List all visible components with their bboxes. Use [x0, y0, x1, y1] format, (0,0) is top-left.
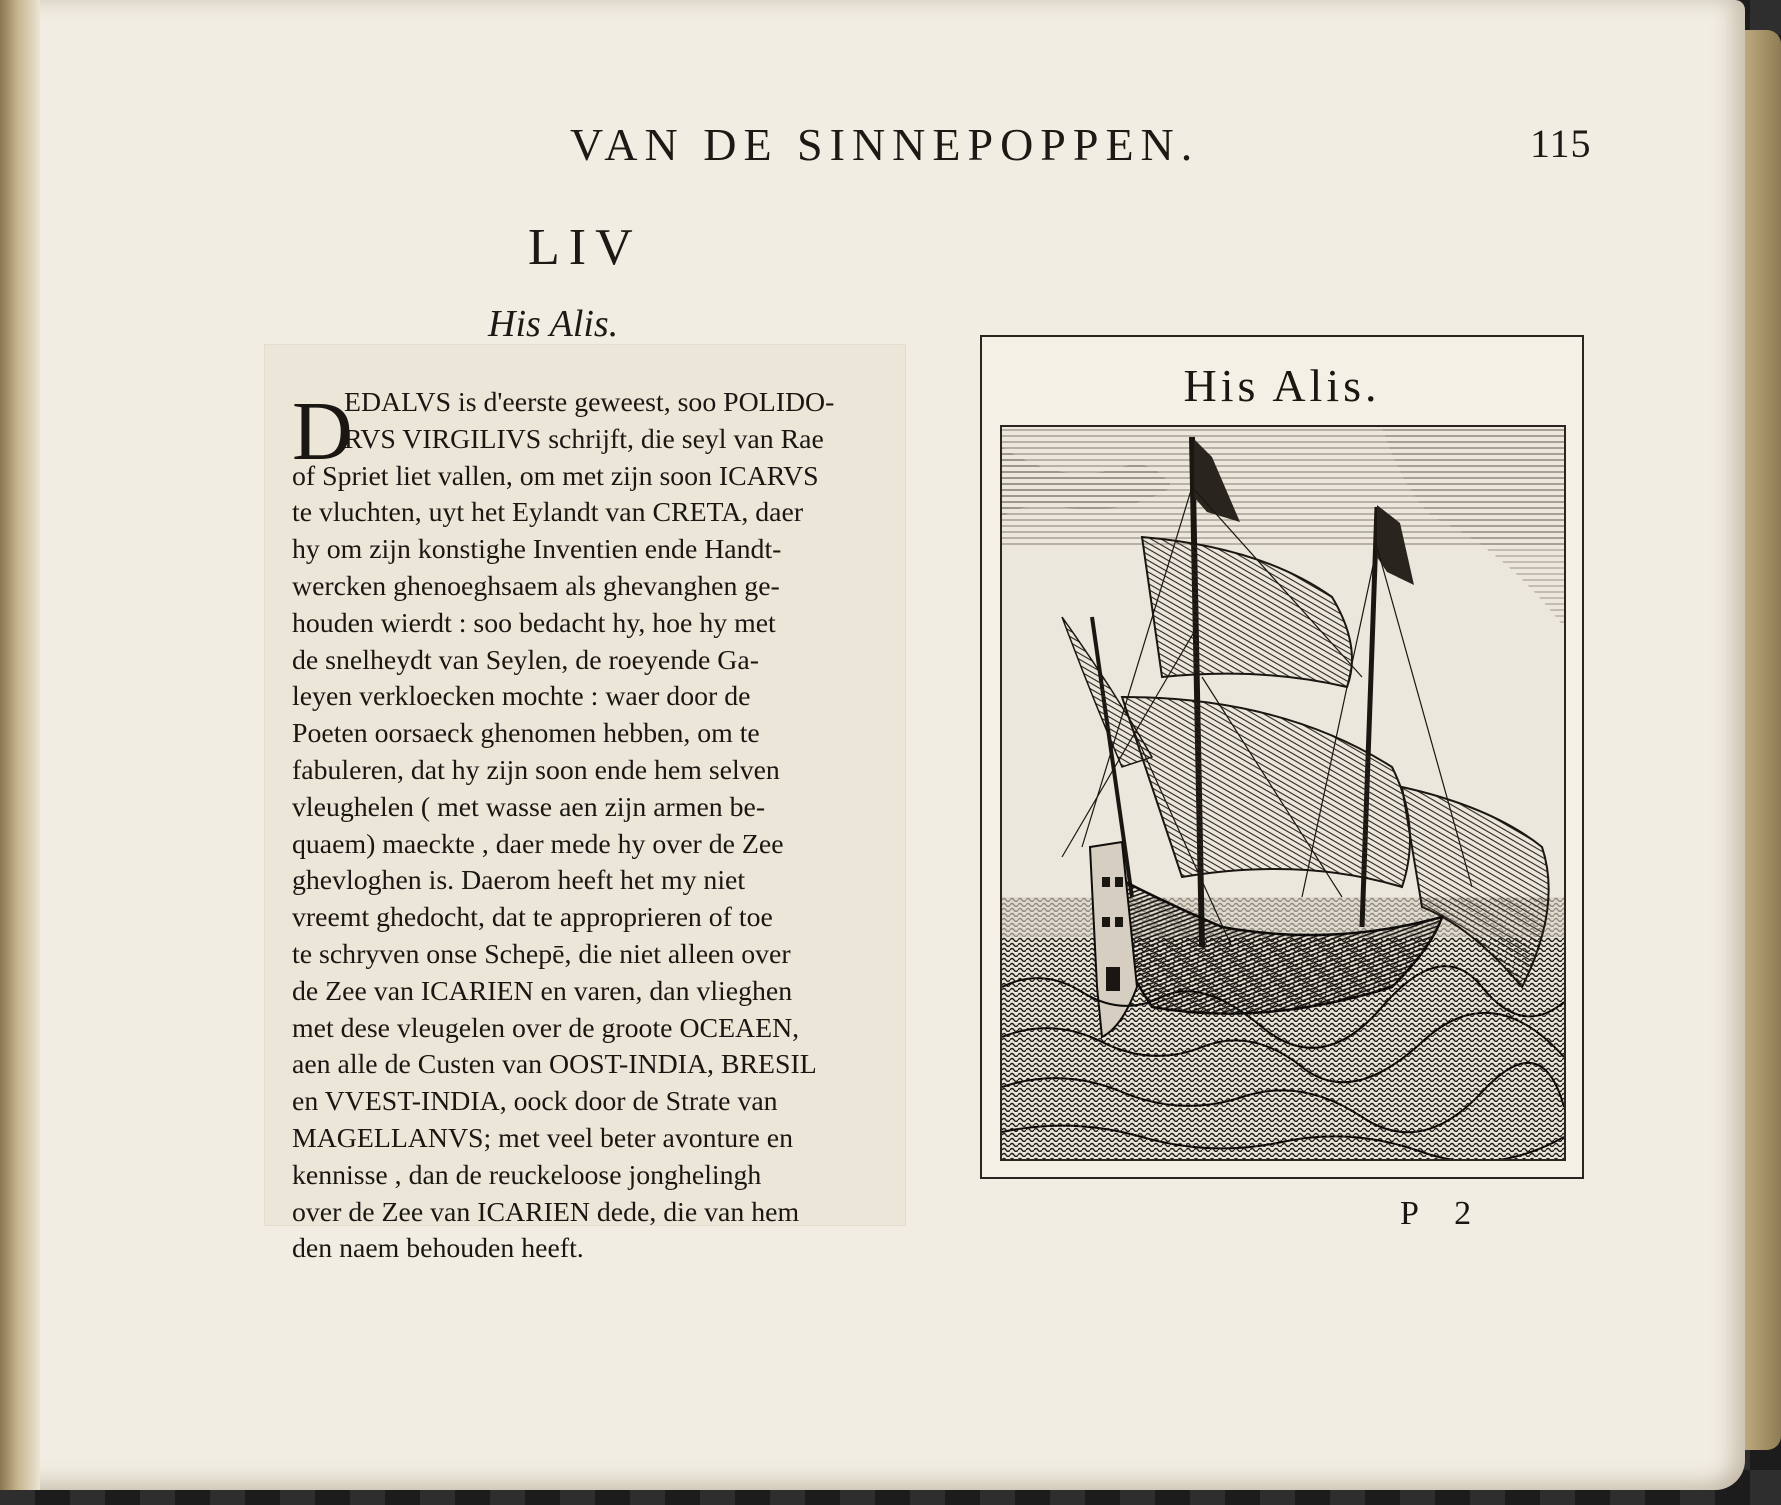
emblem-motto: His Alis. [488, 303, 619, 345]
body-line: kennisse , dan de reuckeloose jonghelingh [292, 1159, 762, 1191]
body-line: fabuleren, dat hy zijn soon ende hem selven [292, 754, 780, 786]
page-gutter [0, 0, 40, 1490]
body-line: leyen verkloecken mochte : waer door de [292, 681, 751, 713]
body-line: met dese vleugelen over de groote OCEAEN, [292, 1012, 800, 1044]
body-line: of Spriet liet vallen, om met zijn soon ICARVS [292, 460, 819, 492]
body-line: den naem behouden heeft. [292, 1233, 584, 1265]
body-line: vreemt ghedocht, dat te approprieren of toe [292, 902, 773, 934]
emblem-plate [980, 335, 1584, 1179]
running-head: VAN DE SINNEPOPPEN. [570, 119, 1200, 170]
body-line: EDALVS is d'eerste geweest, soo POLIDO- [344, 387, 835, 418]
body-line: quaem) maeckte , daer mede hy over de Zee [292, 828, 784, 860]
body-line: Poeten oorsaeck ghenomen hebben, om te [292, 718, 760, 750]
body-text [292, 385, 892, 1268]
drop-cap: D [292, 385, 353, 478]
page-number: 115 [1530, 121, 1592, 166]
body-line: en VVEST-INDIA, oock door de Strate van [292, 1086, 778, 1118]
ship-engraving-image [1002, 427, 1564, 1159]
signature-mark: P 2 [1400, 1195, 1486, 1232]
plate-title: His Alis. [1183, 360, 1381, 411]
body-line: hy om zijn konstighe Inventien ende Handt- [292, 534, 782, 566]
body-line: houden wierdt : soo bedacht hy, hoe hy met [292, 607, 776, 639]
body-line: over de Zee van ICARIEN dede, die van hem [292, 1196, 800, 1228]
body-line: de snelheydt van Seylen, de roeyende Ga- [292, 644, 759, 676]
body-line: te vluchten, uyt het Eylandt van CRETA, daer [292, 497, 804, 529]
body-line: MAGELLANVS; met veel beter avonture en [292, 1122, 793, 1154]
body-line: de Zee van ICARIEN en varen, dan vlieghen [292, 975, 793, 1007]
body-line: wercken ghenoeghsaem als ghevanghen ge- [292, 570, 780, 602]
body-line: ghevloghen is. Daerom heeft het my niet [292, 865, 746, 897]
body-line: RVS VIRGILIVS schrijft, die seyl van Rae [344, 423, 824, 455]
body-line: te schryven onse Schepē, die niet alleen over [292, 938, 791, 970]
ship-engraving [1000, 425, 1566, 1161]
body-line: aen alle de Custen van OOST-INDIA, BRESIL [292, 1049, 817, 1081]
body-line: vleughelen ( met wasse aen zijn armen be- [292, 791, 766, 823]
emblem-number: LIV [528, 219, 642, 276]
